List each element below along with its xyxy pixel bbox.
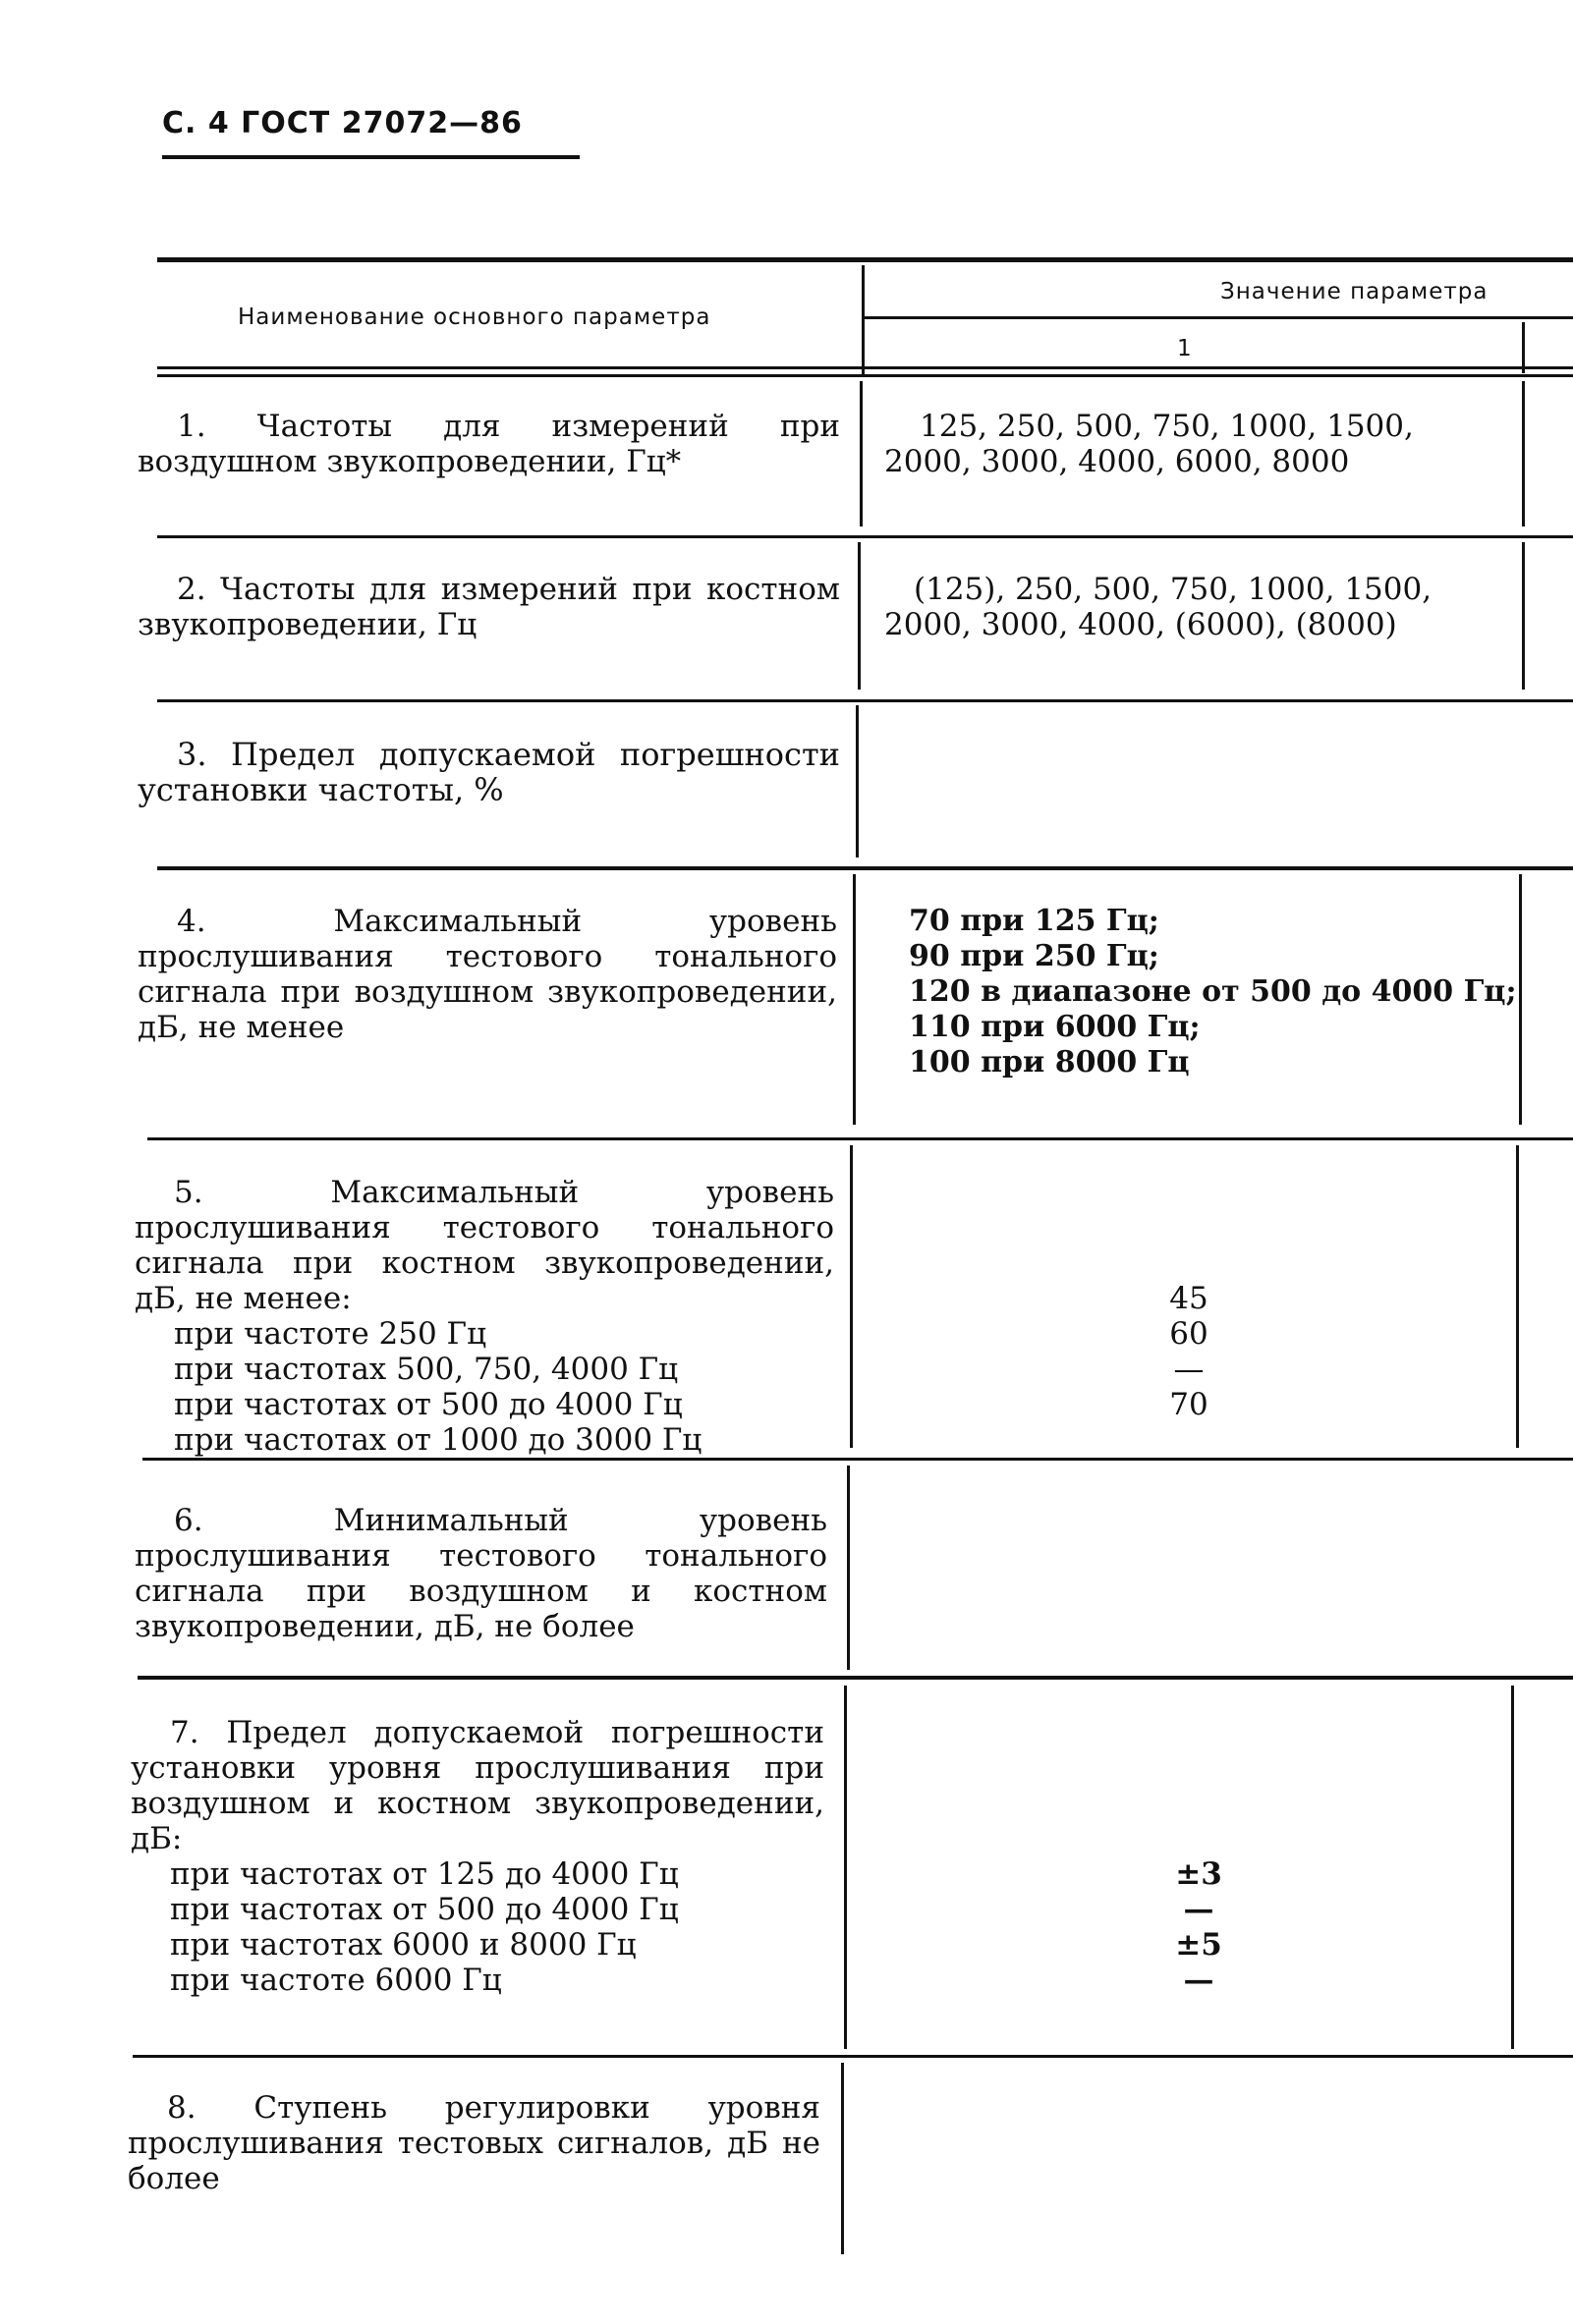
row-5-value-4: 70 xyxy=(1169,1387,1208,1422)
row-1-text: 1. Частоты для измерений при воздушном звукопроведении, Гц* xyxy=(138,409,840,479)
row-1-value-line-2: 2000, 3000, 4000, 6000, 8000 xyxy=(884,444,1350,479)
row-7-right xyxy=(1511,1686,1514,2049)
row-4-value-line-1: 70 при 125 Гц; xyxy=(909,904,1159,938)
row-5-sub-3: при частотах от 500 до 4000 Гц xyxy=(174,1387,683,1422)
row-8-text: 8. Ступень регулировки уровня прослушивания тестовых сигналов, дБ не более xyxy=(128,2090,820,2196)
row-4-bottom-rule xyxy=(147,1137,1573,1140)
row-7-values xyxy=(1130,1856,1267,1998)
value-header-rule xyxy=(865,316,1573,319)
row-2-right xyxy=(1522,542,1525,690)
row-1-right xyxy=(1522,381,1525,526)
row-2-value-line-1: (125), 250, 500, 750, 1000, 1500, xyxy=(914,572,1433,607)
row-1-name xyxy=(138,409,840,479)
row-1-value-line-1: 125, 250, 500, 750, 1000, 1500, xyxy=(920,409,1414,444)
row-5-sub-1: при частоте 250 Гц xyxy=(174,1316,487,1352)
col-sub-header: 1 xyxy=(1177,336,1193,361)
row-5-bottom-rule xyxy=(142,1458,1573,1461)
row-4-value-line-2: 90 при 250 Гц; xyxy=(909,939,1159,973)
row-8-divider xyxy=(841,2063,844,2254)
row-1-bottom-rule xyxy=(157,535,1573,538)
row-4-right xyxy=(1519,874,1522,1125)
row-5-divider xyxy=(850,1145,853,1448)
row-5-right xyxy=(1516,1145,1519,1448)
row-2-value-line-2: 2000, 3000, 4000, (6000), (8000) xyxy=(884,607,1397,642)
row-5-text: 5. Максимальный уровень прослушивания тестового тонального сигнала при костном звукопроведении, дБ, не менее: xyxy=(135,1175,834,1316)
header-rule xyxy=(162,155,580,159)
row-7-sub-1: при частотах от 125 до 4000 Гц xyxy=(170,1856,679,1892)
row-1-divider xyxy=(860,381,863,526)
col-value-header: Значение параметра xyxy=(1220,279,1489,304)
row-4-value-line-5: 100 при 8000 Гц xyxy=(909,1045,1190,1079)
row-3-divider xyxy=(856,705,859,858)
row-5-value-3: — xyxy=(1173,1352,1205,1387)
row-6-divider xyxy=(847,1466,850,1670)
page-header: С. 4 ГОСТ 27072—86 xyxy=(162,106,523,140)
row-4-name xyxy=(138,904,837,1045)
row-7-name xyxy=(131,1715,824,1998)
row-3-name xyxy=(138,737,840,807)
row-5-sub-2: при частотах 500, 750, 4000 Гц xyxy=(174,1352,679,1387)
row-2-text: 2. Частоты для измерений при костном звукопроведении, Гц xyxy=(138,572,840,642)
row-7-divider xyxy=(844,1686,847,2049)
header-double-rule-1 xyxy=(157,366,1573,369)
row-7-text: 7. Предел допускаемой погрешности установки уровня прослушивания при воздушном и костном звукопроведении, дБ: xyxy=(131,1715,824,1856)
header-right-divider xyxy=(1522,322,1525,373)
row-1-value xyxy=(884,409,1414,479)
row-5-value-1: 45 xyxy=(1169,1281,1208,1316)
row-4-text: 4. Максимальный уровень прослушивания тестового тонального сигнала при воздушном звукопроведении, дБ, не менее xyxy=(138,904,837,1045)
header-divider xyxy=(862,265,865,375)
table-top-rule xyxy=(157,257,1573,262)
row-4-divider xyxy=(853,874,856,1125)
row-4-value-line-4: 110 при 6000 Гц; xyxy=(909,1010,1201,1044)
row-7-value-2: — xyxy=(1183,1892,1214,1927)
row-6-name xyxy=(135,1503,827,1644)
row-5-name xyxy=(135,1175,834,1458)
row-2-bottom-rule xyxy=(157,699,1573,702)
row-2-value xyxy=(884,572,1432,642)
row-5-value-2: 60 xyxy=(1169,1316,1208,1352)
row-4-value-line-3: 120 в диапазоне от 500 до 4000 Гц; xyxy=(909,974,1517,1009)
row-8-name xyxy=(128,2090,820,2196)
row-7-sub-2: при частотах от 500 до 4000 Гц xyxy=(170,1892,679,1927)
row-2-name xyxy=(138,572,840,642)
row-7-value-4: — xyxy=(1183,1963,1214,1998)
row-7-value-3: ±5 xyxy=(1175,1927,1222,1963)
row-6-bottom-rule xyxy=(138,1676,1573,1680)
row-3-text: 3. Предел допускаемой погрешности установки частоты, % xyxy=(138,736,840,808)
row-3-bottom-rule xyxy=(157,866,1573,870)
col-name-header: Наименование основного параметра xyxy=(238,304,711,330)
row-6-text: 6. Минимальный уровень прослушивания тестового тонального сигнала при воздушном и костном звукопроведении, дБ, не более xyxy=(135,1503,827,1644)
row-7-bottom-rule xyxy=(133,2055,1573,2058)
row-7-sub-4: при частоте 6000 Гц xyxy=(170,1963,502,1998)
header-double-rule-2 xyxy=(157,374,1573,377)
row-5-values xyxy=(1120,1281,1258,1422)
row-4-value xyxy=(909,904,1517,1080)
row-2-divider xyxy=(858,542,861,690)
row-7-sub-3: при частотах 6000 и 8000 Гц xyxy=(170,1927,637,1963)
row-7-value-1: ±3 xyxy=(1175,1856,1222,1892)
row-5-sub-4: при частотах от 1000 до 3000 Гц xyxy=(174,1422,702,1458)
